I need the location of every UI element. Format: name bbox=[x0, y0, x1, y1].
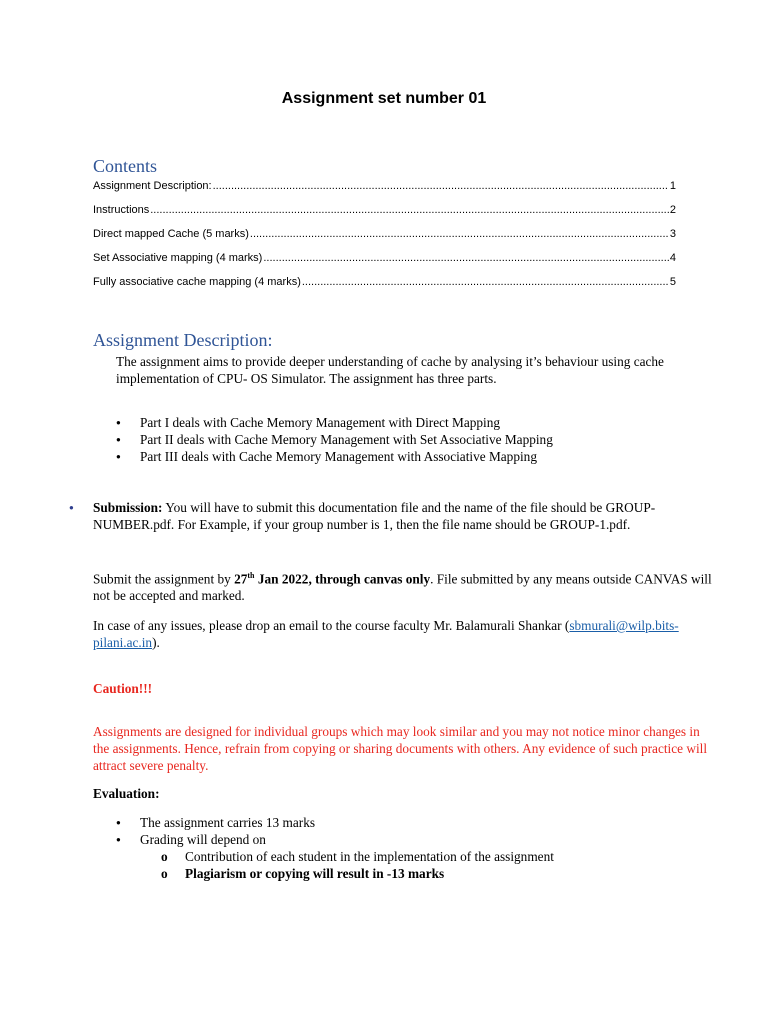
bullet-icon: ● bbox=[116, 418, 121, 427]
deadline-paragraph: Submit the assignment by 27th Jan 2022, through canvas only. File submitted by any means outside CANVAS will not be accepted and marked. bbox=[93, 571, 712, 604]
toc-leader-dots bbox=[263, 252, 669, 264]
toc-leader-dots bbox=[250, 228, 669, 240]
faculty-email-link[interactable]: sbmurali@wilp.bits-pilani.ac.in bbox=[93, 618, 679, 650]
toc-leader-dots bbox=[213, 180, 669, 192]
toc-entry-page: 5 bbox=[669, 276, 676, 288]
list-item: o Contribution of each student in the implementation of the assignment bbox=[161, 849, 554, 864]
list-item: ● Part III deals with Cache Memory Management with Associative Mapping bbox=[116, 449, 537, 464]
contact-paragraph: In case of any issues, please drop an email to the course faculty Mr. Balamurali Shankar (sbmurali@wilp.bits-pilani.ac.in). bbox=[93, 618, 679, 650]
toc-entry-label: Instructions bbox=[93, 204, 150, 216]
bullet-icon: ● bbox=[116, 452, 121, 461]
toc-entry-fully-associative[interactable] bbox=[93, 276, 676, 300]
evaluation-list bbox=[116, 814, 736, 848]
toc-entry-assignment-description[interactable] bbox=[93, 180, 676, 204]
table-of-contents bbox=[93, 180, 676, 300]
toc-entry-label: Assignment Description: bbox=[93, 180, 212, 192]
assignment-description-heading: Assignment Description: bbox=[93, 330, 273, 350]
list-item: ● Part II deals with Cache Memory Management with Set Associative Mapping bbox=[116, 432, 553, 447]
bullet-icon: ● bbox=[116, 435, 121, 444]
toc-entry-page: 4 bbox=[669, 252, 676, 264]
toc-entry-label: Fully associative cache mapping (4 marks) bbox=[93, 276, 301, 288]
contents-heading: Contents bbox=[93, 156, 158, 176]
circle-bullet-icon: o bbox=[161, 849, 168, 864]
list-item: ● Part I deals with Cache Memory Management with Direct Mapping bbox=[116, 415, 501, 430]
toc-leader-dots bbox=[302, 276, 669, 288]
list-item: o Plagiarism or copying will result in -13 marks bbox=[161, 866, 445, 881]
bullet-icon: ● bbox=[69, 503, 74, 512]
bullet-icon: ● bbox=[116, 835, 121, 844]
deadline-date: Jan 2022, through canvas only bbox=[254, 571, 431, 587]
toc-entry-set-associative[interactable] bbox=[93, 252, 676, 276]
caution-heading: Caution!!! bbox=[93, 681, 153, 696]
submission-text: You will have to submit this documentation file and the name of the file should be GROUP-NUMBER.pdf. For Example, if your group number is 1, then the file name should be GROUP-1.pdf. bbox=[93, 500, 656, 532]
list-item: ● Grading will depend on bbox=[116, 832, 266, 847]
document-title: Assignment set number 01 bbox=[281, 90, 487, 107]
toc-entry-instructions[interactable] bbox=[93, 204, 676, 228]
deadline-day: 27 bbox=[234, 571, 248, 587]
toc-entry-page: 2 bbox=[669, 204, 676, 216]
toc-entry-label: Set Associative mapping (4 marks) bbox=[93, 252, 263, 264]
list-item: ● The assignment carries 13 marks bbox=[116, 815, 316, 830]
bullet-icon: ● bbox=[116, 818, 121, 827]
submission-block bbox=[69, 499, 709, 533]
parts-list bbox=[116, 414, 736, 465]
caution-text: Assignments are designed for individual groups which may look similar and you may not notice minor changes in the assignments. Hence, refrain from copying or sharing documents with others. Any evidence of such practice will attract severe penalty. bbox=[93, 724, 708, 773]
toc-entry-page: 1 bbox=[669, 180, 676, 192]
evaluation-sublist bbox=[161, 848, 721, 882]
toc-leader-dots bbox=[150, 204, 669, 216]
evaluation-heading: Evaluation: bbox=[93, 786, 160, 801]
toc-entry-label: Direct mapped Cache (5 marks) bbox=[93, 228, 249, 240]
toc-entry-direct-mapped-cache[interactable] bbox=[93, 228, 676, 252]
description-intro: The assignment aims to provide deeper understanding of cache by analysing it’s behaviour using cache implementation of CPU- OS Simulator. The assignment has three parts. bbox=[116, 354, 664, 386]
submission-label: Submission: bbox=[93, 500, 163, 515]
toc-entry-page: 3 bbox=[669, 228, 676, 240]
circle-bullet-icon: o bbox=[161, 866, 168, 881]
